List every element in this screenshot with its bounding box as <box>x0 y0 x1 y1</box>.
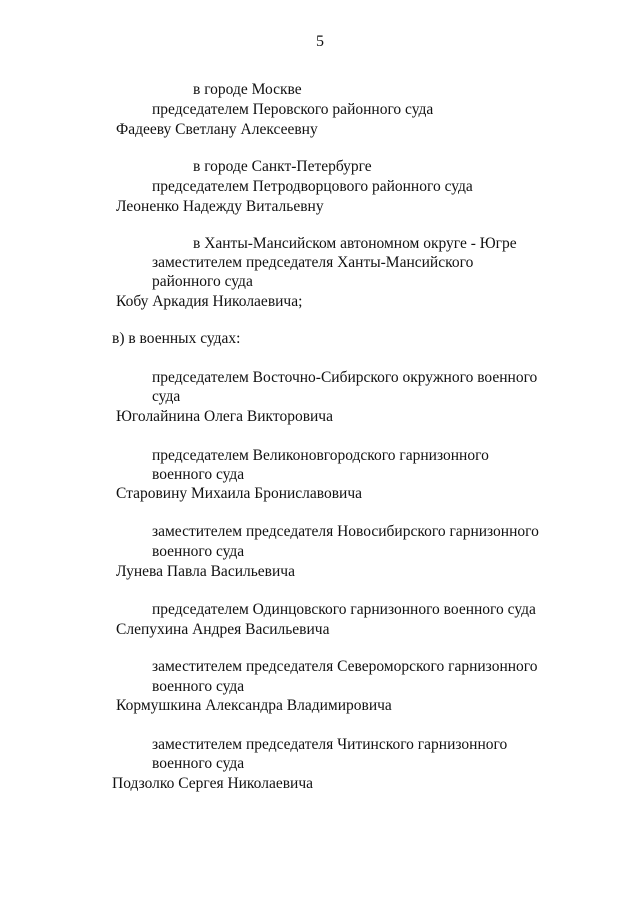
position-novosibirsk-court-line2: военного суда <box>152 543 245 560</box>
appointee-yugolainin: Юголайнина Олега Викторовича <box>116 408 333 425</box>
appointee-starovina: Старовину Михаила Брониславовича <box>116 485 363 502</box>
position-severomorsk-court-line2: военного суда <box>152 678 245 695</box>
appointee-lunev: Лунева Павла Васильевича <box>116 563 295 580</box>
position-severomorsk-court-line1: заместителем председателя Североморского гарнизонного <box>152 658 538 675</box>
location-moscow: в городе Москве <box>193 81 302 98</box>
position-petrodvortsovy-court: председателем Петродворцового районного суда <box>152 178 473 195</box>
position-velikonovgorod-court-line1: председателем Великоновгородского гарнизонного <box>152 447 489 464</box>
position-khanty-mansiysk-court-line2: районного суда <box>152 273 253 290</box>
position-perovsky-court: председателем Перовского районного суда <box>152 101 434 118</box>
section-heading-military-courts: в) в военных судах: <box>112 330 241 347</box>
position-novosibirsk-court-line1: заместителем председателя Новосибирского гарнизонного <box>152 523 539 540</box>
appointee-leonenko: Леоненко Надежду Витальевну <box>116 198 324 215</box>
position-odintsovo-court: председателем Одинцовского гарнизонного военного суда <box>152 601 536 618</box>
appointee-slepukhin: Слепухина Андрея Васильевича <box>116 621 330 638</box>
page-number: 5 <box>316 33 324 50</box>
appointee-podzolko: Подзолко Сергея Николаевича <box>112 775 314 792</box>
position-east-siberian-court-line2: суда <box>152 388 181 405</box>
location-khanty-mansiysk: в Ханты-Мансийском автономном округе - Югре <box>193 235 517 252</box>
position-chita-court-line2: военного суда <box>152 755 245 772</box>
position-east-siberian-court-line1: председателем Восточно-Сибирского окружного военного <box>152 369 538 386</box>
appointee-kormushkin: Кормушкина Александра Владимировича <box>116 697 392 714</box>
position-velikonovgorod-court-line2: военного суда <box>152 466 245 483</box>
position-chita-court-line1: заместителем председателя Читинского гарнизонного <box>152 736 508 753</box>
appointee-fadeeva: Фадееву Светлану Алексеевну <box>116 121 318 138</box>
location-saint-petersburg: в городе Санкт-Петербурге <box>193 158 372 175</box>
position-khanty-mansiysk-court-line1: заместителем председателя Ханты-Мансийского <box>152 254 474 271</box>
appointee-koba: Кобу Аркадия Николаевича; <box>116 293 303 310</box>
